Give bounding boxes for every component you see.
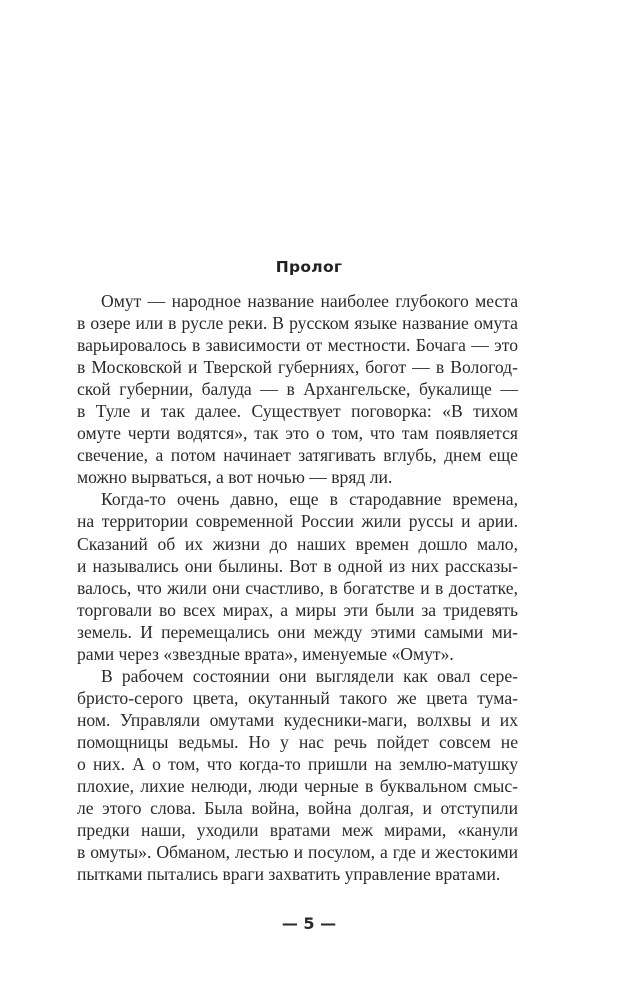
text-line: Когда-то очень давно, еще в стародавние времена, [101,489,518,510]
page-number: — 5 — [281,914,337,933]
text-line: плохие, лихие нелюди, люди черные в буквальном смыс- [77,776,518,797]
paragraph [77,488,518,664]
text-line: в омуты». Обманом, лестью и посулом, а где и жестокими [77,842,518,863]
text-line: помощницы ведьмы. Но у нас речь пойдет совсем не [77,731,518,752]
text-line: предки наши, уходили вратами меж мирами, «канули [77,820,518,841]
text-line: валось, что жили они счастливо, в богатстве и в достатке, [77,577,518,598]
text-line: в Московской и Тверской губерниях, богот — в Вологод- [77,357,518,378]
text-line: омуте черти водятся», так это о том, что там появляется [77,423,518,444]
text-line: ном. Управляли омутами кудесники-маги, волхвы и их [77,709,518,730]
text-line: рами через «звездные врата», именуемые «Омут». [77,643,454,664]
text-line: в Туле и так далее. Существует поговорка: «В тихом [77,401,518,422]
chapter-heading: Пролог [275,258,343,276]
text-line: и назывались они былины. Вот в одной из них рассказы- [77,555,518,576]
text-line: Омут — народное название наиболее глубокого места [101,291,518,311]
body-text [77,290,518,885]
paragraph [77,290,518,488]
text-line: ской губернии, балуда — в Архангельске, букалище — [77,379,518,400]
text-line: о них. А о том, что когда-то пришли на землю-матушку [77,753,518,774]
text-line: торговали во всех мирах, а миры эти были за тридевять [77,599,518,620]
text-line: на территории современной России жили руссы и арии. [77,511,518,532]
text-line: можно вырваться, а вот ночью — вряд ли. [77,467,393,488]
text-line: ле этого слова. Была война, война долгая, и отступили [77,798,518,819]
text-line: бристо-серого цвета, окутанный такого же цвета тума- [77,687,518,708]
text-line: Сказаний об их жизни до наших времен дошло мало, [77,533,518,554]
text-line: варьировалось в зависимости от местности. Бочага — это [77,335,518,356]
text-line: пытками пытались враги захватить управление вратами. [77,864,501,885]
text-line: В рабочем состоянии они выглядели как овал сере- [101,665,518,686]
text-line: в озере или в русле реки. В русском языке название омута [77,313,518,334]
paragraph [77,665,518,885]
text-line: свечение, а потом начинает затягивать вглубь, днем еще [77,445,518,466]
text-line: земель. И перемещались они между этими самыми ми- [77,621,518,642]
